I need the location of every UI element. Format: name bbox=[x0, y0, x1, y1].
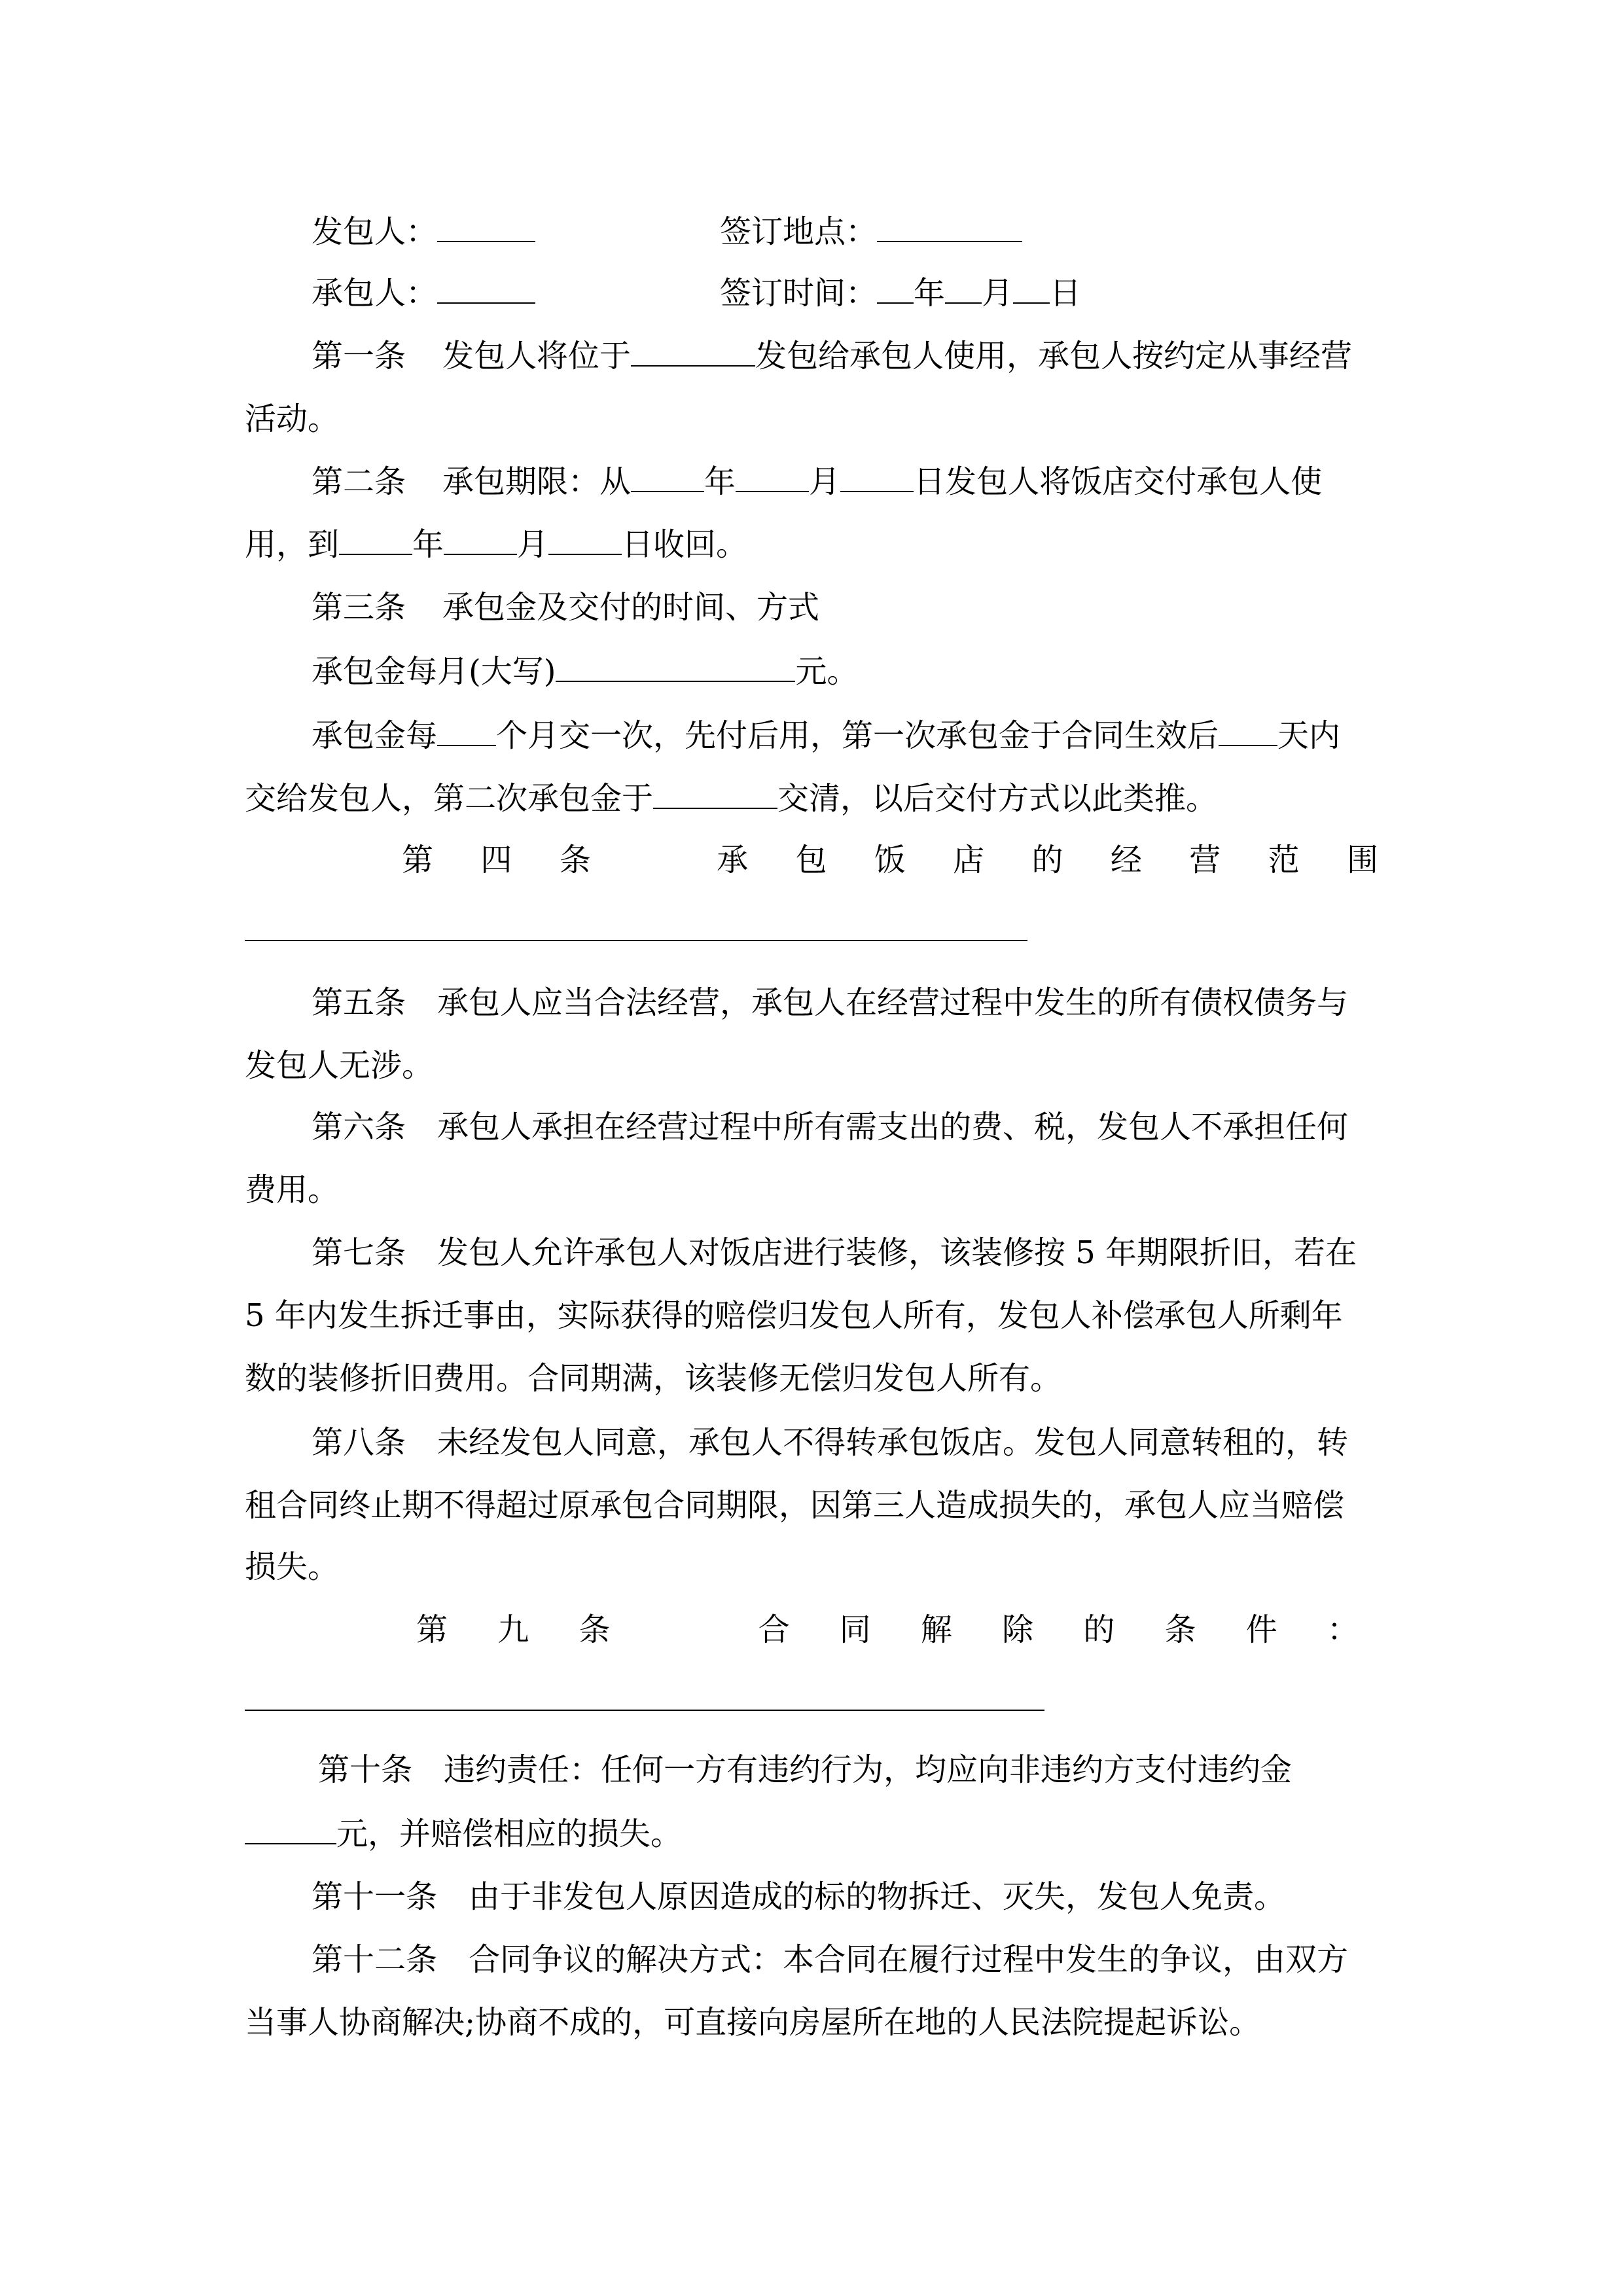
sign-day-blank[interactable] bbox=[1013, 302, 1050, 304]
art6-line1: 第六条 承包人承担在经营过程中所有需支出的费、税，发包人不承担任何 bbox=[312, 1109, 1349, 1145]
art3-p2a: 承包金每 bbox=[312, 717, 438, 754]
art9-char: ： bbox=[1327, 1611, 1359, 1648]
art5-line2: 发包人无涉。 bbox=[245, 1047, 434, 1084]
art2-month-unit: 月 bbox=[809, 463, 841, 500]
art4-char: 店 bbox=[953, 842, 985, 878]
art2-year-unit: 年 bbox=[704, 463, 736, 500]
art5-line1: 第五条 承包人应当合法经营，承包人在经营过程中发生的所有债权债务与 bbox=[312, 984, 1349, 1021]
issuer-label: 发包人： bbox=[312, 213, 438, 250]
art3-title: 承包金及交付的时间、方式 bbox=[442, 589, 820, 626]
sign-year-unit: 年 bbox=[914, 275, 946, 312]
art3-second-payment-blank[interactable] bbox=[653, 807, 777, 809]
art1-text-b: 发包给承包人使用，承包人按约定从事经营 bbox=[755, 338, 1353, 374]
sign-month-unit: 月 bbox=[982, 275, 1014, 312]
art2-text-a: 承包期限：从 bbox=[442, 463, 632, 500]
art9-char: 九 bbox=[497, 1611, 529, 1648]
art9-char: 合 bbox=[758, 1611, 790, 1648]
art3-amount-blank[interactable] bbox=[556, 680, 795, 682]
art10-text: 元，并赔偿相应的损失。 bbox=[336, 1816, 683, 1852]
sign-time-label: 签订时间： bbox=[720, 275, 878, 312]
art1-line2: 活动。 bbox=[245, 401, 340, 437]
sign-time-line bbox=[720, 275, 1082, 312]
art2-start-month-blank[interactable] bbox=[736, 490, 809, 492]
sign-day-unit: 日 bbox=[1050, 275, 1082, 312]
art3-line2 bbox=[312, 653, 859, 690]
art2-text-b: 日发包人将饭店交付承包人使 bbox=[914, 463, 1323, 500]
art12-line2: 当事人协商解决;协商不成的，可直接向房屋所在地的人民法院提起诉讼。 bbox=[245, 2004, 1261, 2041]
art2-start-day-blank[interactable] bbox=[840, 490, 914, 492]
art6-line2: 费用。 bbox=[245, 1172, 340, 1208]
art3-months-blank[interactable] bbox=[437, 744, 496, 746]
art2-end-year-blank[interactable] bbox=[339, 553, 412, 555]
art8-line3: 损失。 bbox=[245, 1549, 340, 1585]
art3-line3 bbox=[312, 717, 1341, 754]
art3-days-blank[interactable] bbox=[1219, 744, 1277, 746]
art9-char: 件 bbox=[1245, 1611, 1277, 1648]
art2-line1 bbox=[312, 463, 1323, 500]
art2-head: 第二条 bbox=[312, 463, 406, 500]
art3-line4 bbox=[245, 780, 1218, 817]
art7-line2: 5 年内发生拆迁事由，实际获得的赔偿归发包人所有，发包人补偿承包人所剩年 bbox=[245, 1297, 1343, 1334]
art10-penalty-blank[interactable] bbox=[245, 1842, 336, 1844]
art4-char: 的 bbox=[1031, 842, 1063, 878]
art7-line1: 第七条 发包人允许承包人对饭店进行装修，该装修按 5 年期限折旧，若在 bbox=[312, 1234, 1357, 1271]
art4-scope-blank[interactable] bbox=[245, 940, 1027, 941]
art9-char: 条 bbox=[579, 1611, 611, 1648]
art2-end-month-unit: 月 bbox=[517, 526, 549, 563]
art1-location-blank[interactable] bbox=[631, 365, 755, 367]
art11-line1: 第十一条 由于非发包人原因造成的标的物拆迁、灭失，发包人免责。 bbox=[312, 1878, 1286, 1915]
art4-char: 营 bbox=[1189, 842, 1221, 878]
art9-heading bbox=[416, 1611, 1359, 1648]
art3-p2b: 个月交一次，先付后用，第一次承包金于合同生效后 bbox=[496, 717, 1219, 754]
issuer-line bbox=[312, 213, 535, 250]
art4-char: 经 bbox=[1110, 842, 1142, 878]
art9-char: 除 bbox=[1002, 1611, 1034, 1648]
art4-char: 围 bbox=[1346, 842, 1378, 878]
issuer-blank[interactable] bbox=[437, 240, 535, 242]
art2-start-year-blank[interactable] bbox=[631, 490, 704, 492]
contractor-line bbox=[312, 275, 535, 312]
art10-line1: 第十条 违约责任：任何一方有违约行为，均应向非违约方支付违约金 bbox=[318, 1751, 1293, 1788]
art3-p1a: 承包金每月(大写) bbox=[312, 653, 556, 690]
art9-char: 解 bbox=[920, 1611, 952, 1648]
art8-line2: 租合同终止期不得超过原承包合同期限，因第三人造成损失的，承包人应当赔偿 bbox=[245, 1487, 1345, 1524]
art4-char: 第 bbox=[402, 842, 434, 878]
sign-month-blank[interactable] bbox=[945, 302, 982, 304]
art9-char: 条 bbox=[1164, 1611, 1196, 1648]
sign-place-line bbox=[720, 213, 1022, 250]
art2-end-day-blank[interactable] bbox=[548, 553, 622, 555]
sign-place-blank[interactable] bbox=[877, 240, 1022, 242]
art1-line1 bbox=[312, 340, 1352, 372]
sign-place-label: 签订地点： bbox=[720, 213, 878, 250]
art3-p2e: 交清，以后交付方式以此类推。 bbox=[777, 780, 1218, 817]
art8-line1: 第八条 未经发包人同意，承包人不得转承包饭店。发包人同意转租的，转 bbox=[312, 1424, 1349, 1461]
sign-year-blank[interactable] bbox=[877, 302, 914, 304]
art4-char: 四 bbox=[480, 842, 512, 878]
art2-text-d: 日收回。 bbox=[622, 526, 748, 563]
contractor-label: 承包人： bbox=[312, 275, 438, 312]
art9-char: 的 bbox=[1083, 1611, 1115, 1648]
art3-p2d: 交给发包人，第二次承包金于 bbox=[245, 780, 654, 817]
art4-char: 范 bbox=[1268, 842, 1300, 878]
art4-char: 条 bbox=[559, 842, 591, 878]
art4-char: 包 bbox=[795, 842, 827, 878]
art4-char: 承 bbox=[717, 842, 749, 878]
art1-head: 第一条 bbox=[312, 338, 406, 374]
art4-char: 饭 bbox=[874, 842, 906, 878]
art3-line1 bbox=[312, 589, 820, 626]
art9-conditions-blank[interactable] bbox=[245, 1710, 1044, 1711]
art1-text-a: 发包人将位于 bbox=[442, 338, 632, 374]
art9-char: 同 bbox=[839, 1611, 871, 1648]
art2-text-c: 用，到 bbox=[245, 526, 340, 563]
art7-line3: 数的装修折旧费用。合同期满，该装修无偿归发包人所有。 bbox=[245, 1360, 1062, 1397]
art2-line2 bbox=[245, 526, 748, 563]
art3-head: 第三条 bbox=[312, 589, 406, 626]
contractor-blank[interactable] bbox=[437, 302, 535, 304]
art9-char: 第 bbox=[416, 1611, 448, 1648]
art2-end-month-blank[interactable] bbox=[444, 553, 517, 555]
art3-p2c: 天内 bbox=[1277, 717, 1341, 754]
art4-heading bbox=[402, 844, 1378, 876]
art2-end-year-unit: 年 bbox=[412, 526, 444, 563]
art10-line2 bbox=[245, 1818, 682, 1850]
art12-line1: 第十二条 合同争议的解决方式：本合同在履行过程中发生的争议，由双方 bbox=[312, 1941, 1349, 1978]
art3-p1b: 元。 bbox=[795, 653, 859, 690]
